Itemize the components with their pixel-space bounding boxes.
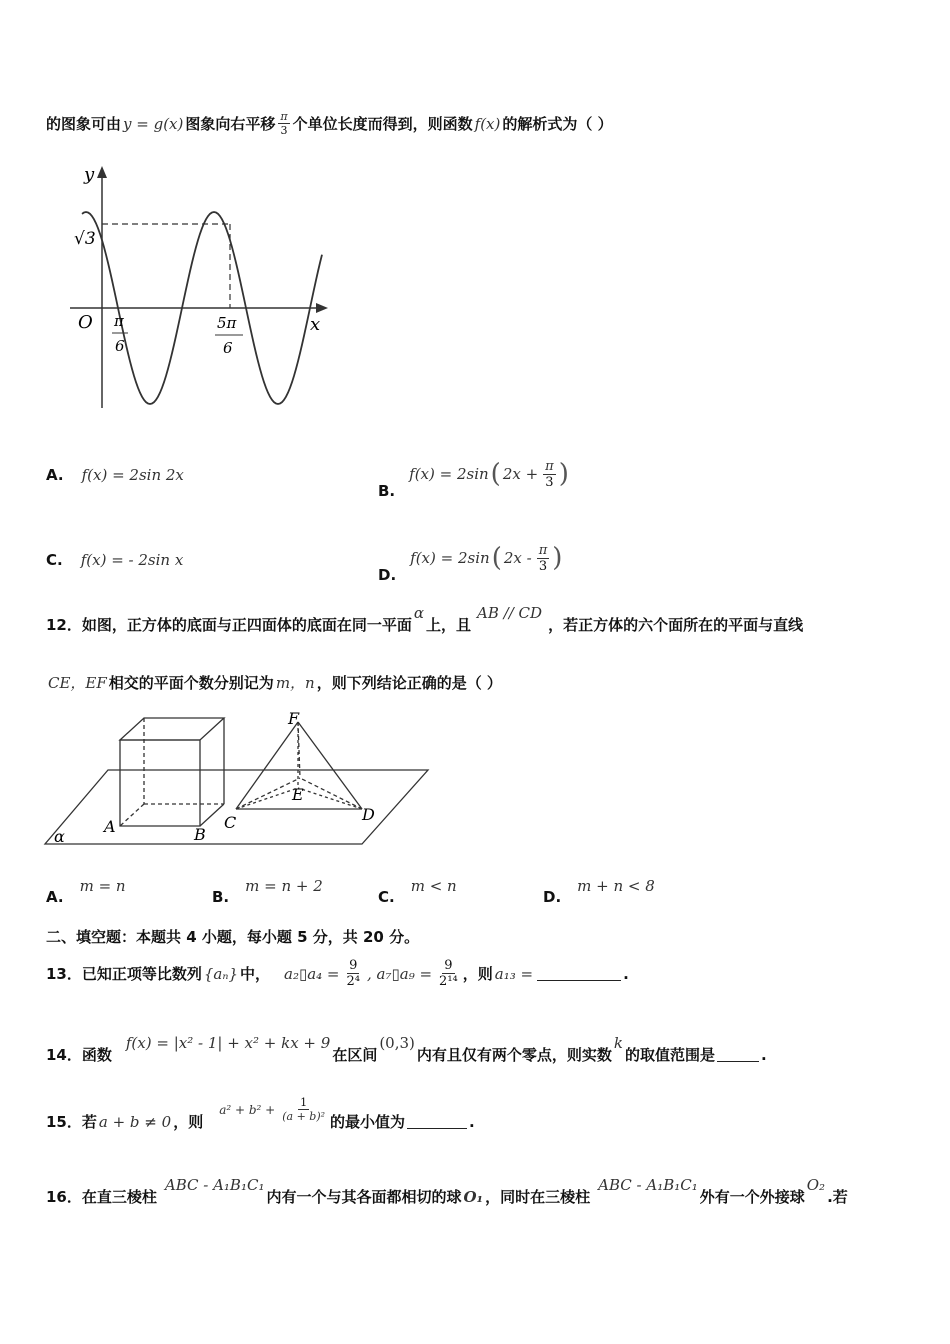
x-axis-arrow: [316, 303, 328, 313]
q11-option-d[interactable]: D. f(x) = 2sin ( 2x - $\frac{\pi}{3}$ ): [378, 542, 563, 584]
tick1-num: π: [114, 312, 124, 330]
q11-option-d-fraction: $\frac{\pi}{3}$: [538, 542, 548, 574]
q13-eq2-lhs: , a₇▯a₉ =: [367, 964, 433, 983]
q12-alpha: α: [413, 603, 425, 622]
label-alpha: α: [54, 827, 65, 846]
q16-text-d: 外有一个外接球: [699, 1188, 805, 1206]
q12-line-2: [46, 672, 502, 693]
label-C: C: [224, 813, 237, 832]
q12-option-c-expr: m < n: [410, 877, 457, 895]
q11-option-a[interactable]: A. f(x) = 2sin 2x: [46, 466, 184, 484]
q12-option-a[interactable]: A. m = n: [46, 877, 126, 906]
q11-shift-fraction: $\frac{\pi}{3}$: [280, 110, 288, 137]
q14-text-b: 在区间: [332, 1046, 378, 1064]
q14-end: .: [761, 1045, 767, 1064]
q15-text-c: 的最小值为: [330, 1113, 406, 1131]
y-axis-arrow: [97, 166, 107, 178]
q11-option-b-fraction: $\frac{\pi}{3}$: [545, 458, 554, 490]
q15-end: .: [469, 1112, 475, 1131]
q16-o1: O₁: [463, 1187, 484, 1206]
cube: [120, 718, 224, 826]
q15-line: [46, 1096, 475, 1135]
q12-text-c: ，若正方体的六个面所在的平面与直线: [548, 616, 804, 634]
q11-text-b: 图象向右平移: [185, 115, 276, 133]
q16-text-a: 16．在直三棱柱: [46, 1188, 157, 1206]
left-paren-icon: (: [490, 459, 501, 489]
q14-text-c: 内有且仅有两个零点，则实数: [416, 1046, 612, 1064]
q11-sine-graph: [60, 158, 340, 418]
q13-text-c: ，则: [462, 965, 493, 983]
q12-line-1: [46, 603, 804, 635]
q16-end: .若: [827, 1188, 848, 1206]
q11-text-d: 的解析式为（ ）: [502, 115, 613, 133]
q14-line: [46, 1033, 767, 1065]
q12-option-a-expr: m = n: [79, 877, 126, 895]
q11-intro-line: [46, 110, 613, 137]
q15-text-b: ，则: [173, 1113, 204, 1131]
label-D: D: [362, 805, 375, 824]
q13-eq1-fraction: $\frac{9}{\text{2⁴}}$: [346, 958, 360, 989]
origin-label: O: [78, 312, 93, 333]
left-paren-icon: (: [491, 543, 502, 573]
q12-lines: CE，EF: [48, 674, 107, 692]
q13-eq1-lhs: a₂▯a₄ =: [284, 964, 340, 983]
q13-target: a₁₃ =: [494, 964, 534, 983]
q14-text-a: 14．函数: [46, 1046, 112, 1064]
q11-option-c[interactable]: C. f(x) = - 2sin x: [46, 551, 184, 569]
q15-expr: a² + b² +: [219, 1102, 276, 1117]
tick1-den: 6: [115, 337, 125, 355]
q11-text-c: 个单位长度而得到，则函数: [292, 115, 473, 133]
q13-line: [46, 958, 629, 989]
q11-option-d-inner: 2x -: [503, 549, 532, 567]
q15-text-a: 15．若: [46, 1113, 97, 1131]
x-axis-label: x: [310, 314, 321, 335]
section-2-title: 二、填空题：本题共 4 小题，每小题 5 分，共 20 分。: [46, 928, 420, 946]
q14-answer-blank[interactable]: [717, 1047, 759, 1062]
q13-text-a: 13．已知正项等比数列: [46, 965, 202, 983]
q13-eq2-fraction: $\frac{9}{\text{2¹⁴}}$: [439, 958, 458, 989]
q11-text-a: 的图象可由: [46, 115, 122, 133]
label-B: B: [194, 825, 206, 844]
q15-answer-blank[interactable]: [407, 1114, 467, 1129]
q11-option-d-lhs: f(x) = 2sin: [410, 549, 490, 567]
label-F: F: [288, 709, 300, 728]
label-A: A: [104, 817, 116, 836]
q12-cube-tetrahedron-figure: [40, 708, 440, 853]
q11-fx: f(x): [474, 114, 501, 133]
tick2-den: 6: [223, 339, 233, 357]
q16-o2: O₂: [806, 1175, 826, 1194]
q15-cond: a + b ≠ 0: [98, 1112, 172, 1131]
q12-text-e: ，则下列结论正确的是（ ）: [316, 674, 502, 692]
q13-end: .: [623, 964, 629, 983]
q13-text-b: 中，: [239, 965, 270, 983]
q12-option-d[interactable]: D. m + n < 8: [543, 877, 655, 906]
label-E: E: [292, 785, 304, 804]
right-paren-icon: ): [558, 459, 569, 489]
y-axis-label: y: [84, 164, 95, 185]
q12-mn: m，n: [275, 674, 315, 692]
q12-option-b-expr: m = n + 2: [245, 877, 323, 895]
q16-text-c: ，同时在三棱柱: [485, 1188, 591, 1206]
q14-func: f(x) = |x² - 1| + x² + kx + 9: [125, 1033, 331, 1052]
q12-option-d-expr: m + n < 8: [577, 877, 655, 895]
q12-text-d: 相交的平面个数分别记为: [108, 674, 274, 692]
q13-answer-blank[interactable]: [537, 966, 621, 981]
q11-eq-g: y = g(x): [123, 114, 184, 133]
q14-interval: (0,3): [379, 1033, 415, 1052]
q14-text-d: 的取值范围是: [625, 1046, 716, 1064]
q12-option-b[interactable]: B. m = n + 2: [212, 877, 323, 906]
q16-prism: ABC - A₁B₁C₁: [164, 1175, 265, 1194]
q12-parallel: AB // CD: [477, 603, 543, 622]
right-paren-icon: ): [552, 543, 563, 573]
q11-option-c-expr: f(x) = - 2sin x: [80, 551, 184, 569]
tick2-num: 5π: [217, 314, 237, 332]
q14-k: k: [613, 1033, 623, 1052]
q13-seq: {aₙ}: [203, 964, 238, 983]
q11-option-b-lhs: f(x) = 2sin: [409, 465, 489, 483]
q16-line: [46, 1175, 848, 1207]
q12-text-a: 12．如图，正方体的底面与正四面体的底面在同一平面: [46, 616, 412, 634]
q16-text-b: 内有一个与其各面都相切的球: [266, 1188, 462, 1206]
q12-text-b: 上，且: [426, 616, 472, 634]
q11-option-a-expr: f(x) = 2sin 2x: [81, 466, 184, 484]
q15-fraction: $\frac{1}{\text{(a + b)²}}$: [282, 1096, 326, 1123]
q12-option-c[interactable]: C. m < n: [378, 877, 457, 906]
q16-prism2: ABC - A₁B₁C₁: [598, 1175, 698, 1194]
q11-option-b[interactable]: B. f(x) = 2sin ( 2x + $\frac{\pi}{3}$ ): [378, 458, 569, 500]
sqrt3-label: √3: [74, 229, 96, 249]
q11-option-b-inner: 2x +: [502, 465, 539, 483]
